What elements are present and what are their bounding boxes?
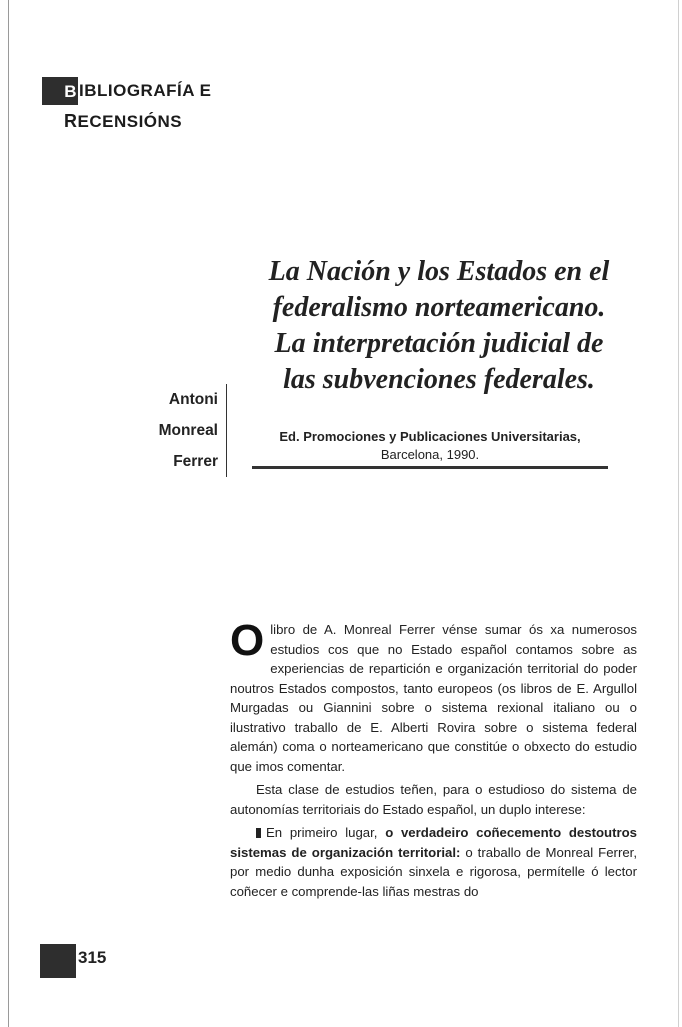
publisher-name: Ed. Promociones y Publicaciones Universitarias, — [279, 429, 581, 444]
page-number: 315 — [78, 948, 107, 967]
paragraph-emphasis: o verdadeiro coñecemento destoutros sistemas de organización territorial: — [230, 825, 637, 860]
bullet-paragraph — [230, 823, 637, 901]
section-header-line1-text: IBLIOGRAFÍA E — [79, 81, 212, 100]
drop-cap: O — [230, 616, 265, 665]
page-edge-right — [678, 0, 679, 1027]
section-header-block — [42, 77, 78, 105]
bullet-marker-icon — [256, 828, 261, 838]
publication-place-year: Barcelona, 1990. — [380, 447, 480, 462]
review-body — [230, 616, 637, 901]
book-title-line: La Nación y los Estados en el — [268, 256, 610, 287]
author-name-line: Ferrer — [173, 453, 218, 470]
paragraph-lead: En primeiro lugar, — [266, 825, 378, 840]
paragraph — [230, 616, 637, 776]
section-header-initial: B — [64, 82, 77, 101]
book-title-line: La interpretación judicial de — [274, 328, 604, 359]
book-title-line: federalismo norteamericano. — [272, 292, 606, 323]
book-title — [244, 254, 634, 398]
author-name-line: Monreal — [158, 422, 218, 439]
paragraph-text: o traballo de Monreal Ferrer, por medio dunha exposición sinxela e rigorosa, permítelle ó lector coñecer e comprende-las liñas mestras do — [230, 844, 637, 899]
book-title-line: las subvenciones federales. — [283, 364, 595, 395]
publisher-info — [252, 428, 608, 464]
paragraph-text: libro de A. Monreal Ferrer vénse sumar ós xa numerosos estudios cos que no Estado español contamos sobre as experiencias de repartición e organización territorial do poder noutros Estados compostos, tanto europeos (os libros de E. Argullol Murgadas ou Giannini sobre o sistema rexional italiano ou o ilustrativo traballo de E. Alberti Rovira sobre o sistema federal alemán) coma o norteamericano que constitúe o obxecto do estudio que imos comentar. — [230, 622, 637, 774]
author-name — [120, 384, 227, 477]
paragraph: Esta clase de estudios teñen, para o estudioso do sistema de autonomías territoriais do Estado español, un duplo interese: — [230, 782, 637, 817]
page-edge-left — [8, 0, 9, 1027]
section-header-line2-cap: R — [64, 111, 78, 131]
page-number-block — [40, 944, 76, 978]
section-header — [42, 76, 211, 137]
section-header-line2-text: ECENSIÓNS — [77, 112, 183, 131]
publisher-rule — [252, 466, 608, 469]
author-name-line: Antoni — [168, 391, 218, 408]
section-header-line1 — [42, 76, 211, 106]
section-header-line2 — [42, 106, 211, 137]
